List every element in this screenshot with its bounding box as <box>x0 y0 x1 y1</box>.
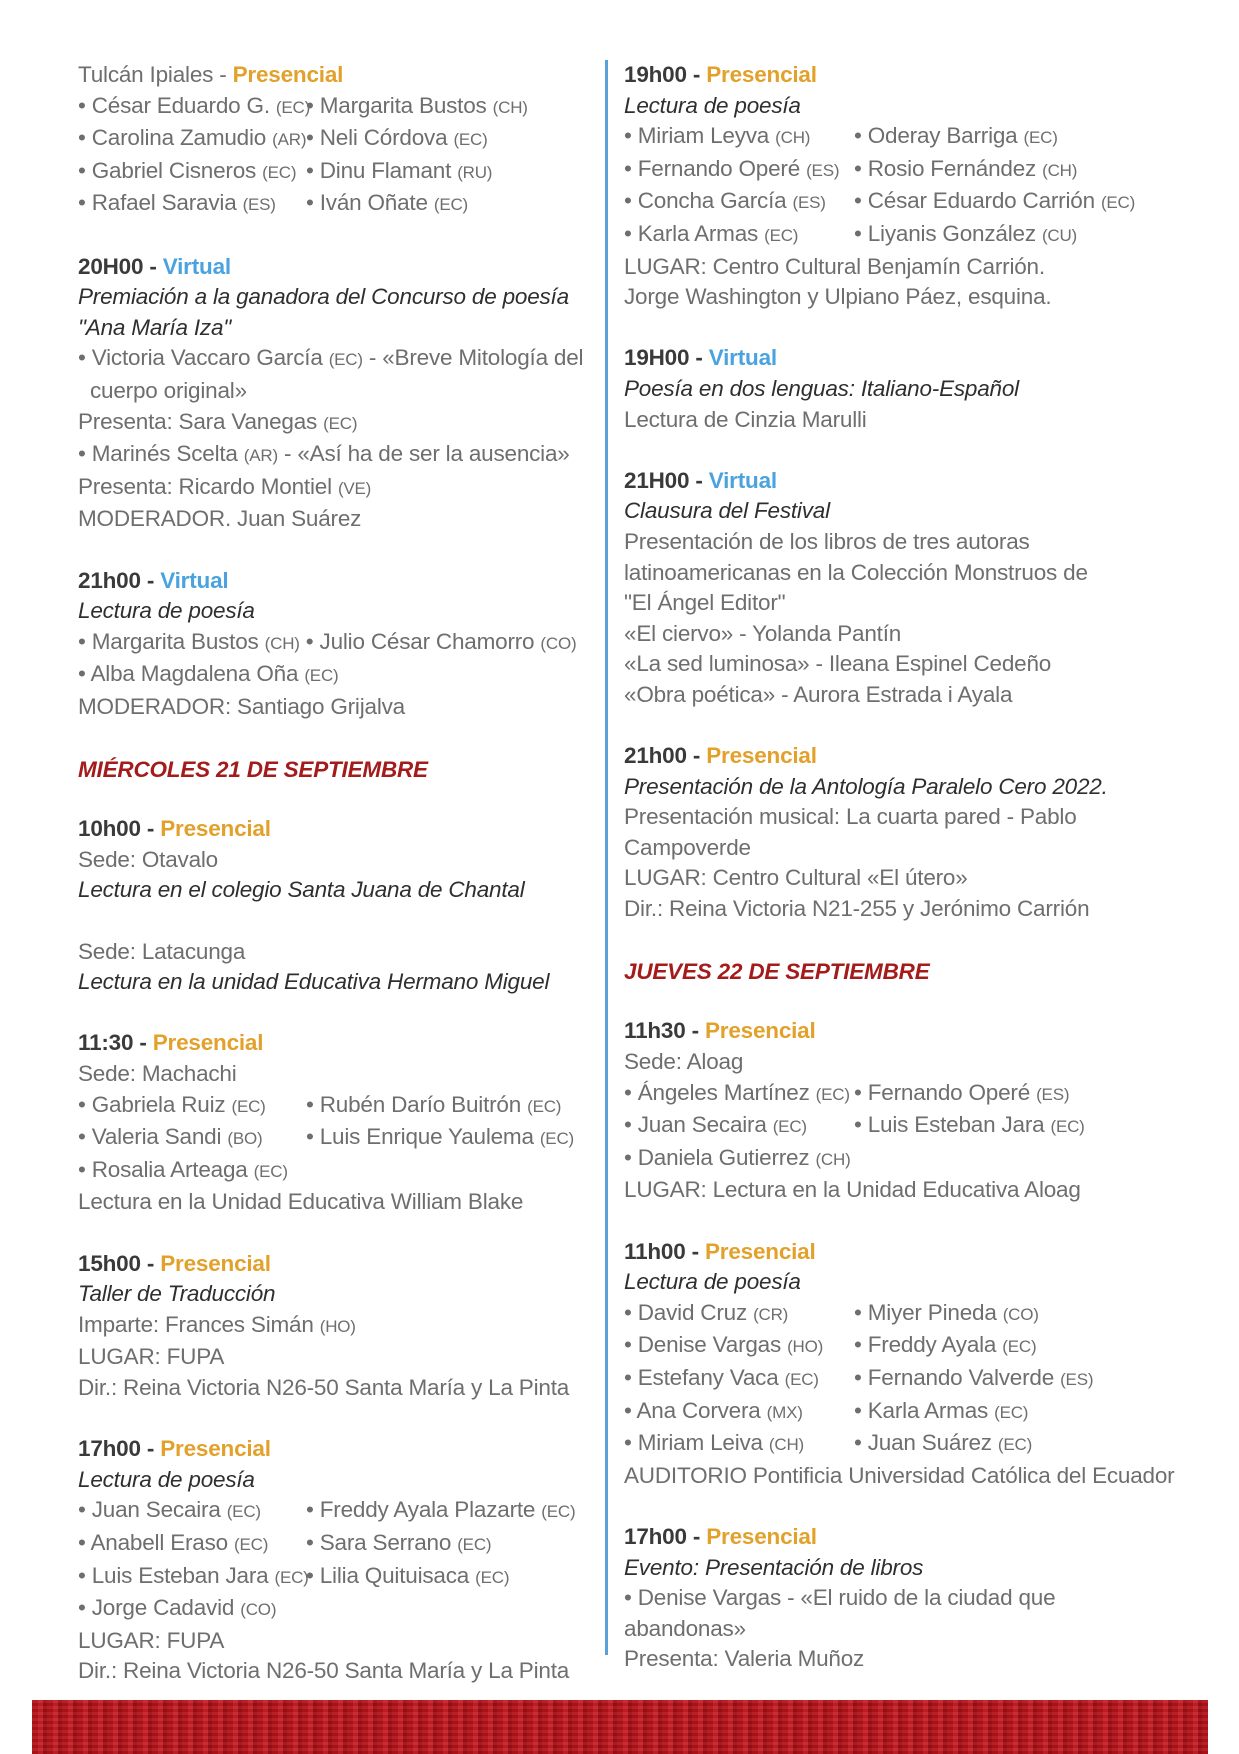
country-code: (EC) <box>234 1534 269 1554</box>
participant <box>854 1110 1085 1143</box>
event-header: 17h00 - Presencial <box>624 1523 817 1549</box>
participant-name: • Juan Secaira <box>78 1497 227 1523</box>
event-location: LUGAR: FUPA <box>78 1627 225 1653</box>
participant-name: • Fernando Operé <box>854 1079 1037 1105</box>
mode-badge-presencial: Presencial <box>152 1030 264 1056</box>
participant-row <box>624 1363 1164 1396</box>
venue: Sede: Otavalo <box>78 846 218 872</box>
event-time: 21h00 <box>624 743 687 769</box>
participant-name: • Rosio Fernández <box>854 155 1043 181</box>
country-code: (CH) <box>492 97 528 117</box>
participant-name: • Rosalia Arteaga <box>78 1156 254 1182</box>
book-entry: «Obra poética» - Aurora Estrada i Ayala <box>624 681 1013 707</box>
participant-name: • Valeria Sandi <box>78 1124 228 1150</box>
participant-name: • Ángeles Martínez <box>624 1079 816 1105</box>
decorative-red-band <box>32 1700 1208 1754</box>
country-code: (BO) <box>227 1129 263 1149</box>
event-time: 21H00 <box>624 467 690 493</box>
participant-row <box>624 186 1164 219</box>
event-header: 21H00 - Virtual <box>624 467 777 493</box>
participant-name: • Luis Enrique Yaulema <box>306 1124 540 1150</box>
participant <box>624 1428 854 1461</box>
mode-badge-presencial: Presencial <box>160 816 271 842</box>
participant-row <box>624 219 1164 252</box>
participant <box>78 91 311 124</box>
participant-name: • David Cruz <box>624 1299 754 1325</box>
participant-name: • Estefany Vaca <box>624 1364 785 1390</box>
event-description: latinoamericanas en la Colección Monstruos de <box>624 559 1088 585</box>
country-code: (EC) <box>815 1084 850 1104</box>
participant-row <box>78 1495 578 1528</box>
participant <box>306 123 488 156</box>
participant-name: • Fernando Operé <box>624 155 807 181</box>
country-code: (EC) <box>457 1534 492 1554</box>
venue: Sede: Aloag <box>624 1049 744 1074</box>
participant-row <box>78 1155 578 1188</box>
participant <box>78 1528 306 1561</box>
country-code: (CH) <box>775 128 811 148</box>
participant-name: • Anabell Eraso <box>78 1529 235 1555</box>
participant <box>624 121 854 154</box>
participant-row <box>624 1330 1164 1363</box>
event-title: Lectura en la unidad Educativa Hermano Miguel <box>78 969 550 995</box>
country-code: (EC) <box>231 1096 266 1116</box>
participant <box>306 1528 491 1561</box>
mode-badge-presencial: Presencial <box>160 1250 271 1276</box>
venue: Sede: Machachi <box>78 1061 237 1086</box>
participant-row <box>624 1078 1164 1111</box>
participant-row <box>624 1396 1164 1429</box>
participant-name: • Concha García <box>624 188 793 214</box>
participant-name: • Carolina Zamudio <box>78 125 273 151</box>
participant <box>854 154 1077 187</box>
event-time: 19H00 <box>624 345 690 371</box>
participant-row: • Alba Magdalena Oña (EC) <box>78 661 339 687</box>
day-heading: MIÉRCOLES 21 DE SEPTIEMBRE <box>78 757 428 783</box>
participant <box>78 188 306 221</box>
participant-row <box>624 121 1164 154</box>
event-time: 17h00 <box>78 1436 141 1462</box>
venue: Sede: Latacunga <box>78 938 246 964</box>
country-code: (EC) <box>323 413 358 433</box>
participant <box>78 1090 306 1123</box>
column-divider <box>605 60 608 1655</box>
participant-name: • Oderay Barriga <box>854 123 1024 149</box>
event-time: 19h00 <box>624 62 687 87</box>
event-title: Lectura de poesía <box>624 1269 801 1295</box>
event-header: 11h30 - Presencial <box>624 1018 816 1044</box>
participant <box>624 1143 854 1176</box>
country-code: (AR) <box>272 130 307 150</box>
participant <box>854 186 1135 219</box>
event-location: LUGAR: Centro Cultural «El útero» <box>624 865 968 891</box>
work-title: cuerpo original» <box>90 377 247 403</box>
country-code: (EC) <box>997 1435 1033 1455</box>
instructor: Imparte: Frances Simán (HO) <box>78 1311 356 1337</box>
event-time: 20H00 <box>78 253 144 279</box>
event-description: Presentación de los libros de tres autoras <box>624 528 1030 554</box>
country-code: (EC) <box>274 1567 309 1587</box>
participant-name: • Jorge Cadavid <box>78 1595 241 1621</box>
presenter: Presenta: Valeria Muñoz <box>624 1646 865 1672</box>
event-title: Lectura de poesía <box>624 92 801 118</box>
country-code: (EC) <box>226 1502 261 1522</box>
mode-badge-virtual: Virtual <box>708 345 777 371</box>
participant-row <box>78 1528 578 1561</box>
event-time: 11h00 <box>624 1238 686 1264</box>
event-time: 11:30 <box>78 1030 134 1056</box>
participant-name: • Neli Córdova <box>306 125 454 151</box>
event-header: 11h00 - Presencial <box>624 1238 816 1264</box>
participant <box>306 1561 509 1594</box>
participant-name: • César Eduardo Carrión <box>854 188 1101 214</box>
participant-row <box>624 1143 1164 1176</box>
event-address: Dir.: Reina Victoria N21-255 y Jerónimo Carrión <box>624 896 1090 922</box>
participant-row <box>624 1110 1164 1143</box>
participant-row <box>78 91 578 124</box>
participant <box>306 1495 575 1528</box>
event-location: LUGAR: Centro Cultural Benjamín Carrión. <box>624 253 1045 279</box>
event-title: "Ana María Iza" <box>78 314 232 340</box>
country-code: (CR) <box>753 1304 789 1324</box>
event-title: Premiación a la ganadora del Concurso de poesía <box>78 284 569 310</box>
participant <box>306 1090 561 1123</box>
participant-name: • Karla Armas <box>854 1397 995 1423</box>
mode-badge-virtual: Virtual <box>708 467 777 493</box>
participant-name: • Freddy Ayala <box>854 1332 1003 1358</box>
right-column <box>624 60 1175 1675</box>
participant <box>78 1593 306 1626</box>
presenter: Presenta: Ricardo Montiel (VE) <box>78 473 372 499</box>
country-code: (CH) <box>768 1435 804 1455</box>
event-title: Taller de Traducción <box>78 1281 276 1307</box>
participant <box>624 1396 854 1429</box>
participant-name: • Karla Armas <box>624 220 765 246</box>
country-code: (EC) <box>275 97 311 117</box>
event-title: Lectura de poesía <box>78 1466 255 1492</box>
participant-row <box>78 1090 578 1123</box>
participant <box>78 1155 306 1188</box>
participant-row <box>78 156 578 189</box>
participant-name: • Miriam Leiva <box>624 1430 769 1456</box>
event-title: Lectura de poesía <box>78 598 255 624</box>
event-time: 15h00 <box>78 1250 141 1276</box>
event-header: 21h00 - Presencial <box>624 743 817 769</box>
country-code: (EC) <box>253 1161 288 1181</box>
participant: • Marinés Scelta (AR) - «Así ha de ser la ausencia» <box>78 441 570 467</box>
participant <box>854 219 1077 252</box>
participant-name: • Iván Oñate <box>306 190 434 216</box>
country-code: (ES) <box>792 193 826 213</box>
participant-list <box>624 121 1164 251</box>
participant-row: • Margarita Bustos (CH) • Julio César Chamorro (CO) <box>78 628 577 654</box>
event-time: 11h30 <box>624 1018 686 1044</box>
book-entry: «El ciervo» - Yolanda Pantín <box>624 620 902 646</box>
country-code: (EC) <box>539 1129 574 1149</box>
country-code: (CO) <box>540 633 577 653</box>
event-address: Dir.: Reina Victoria N26-50 Santa María y La Pinta <box>78 1374 570 1400</box>
participant-list <box>78 1090 578 1188</box>
event-header: 19h00 - Presencial <box>624 62 817 87</box>
country-code: (ES) <box>242 195 276 215</box>
country-code: (MX) <box>766 1402 803 1422</box>
event-description: Campoverde <box>624 834 751 860</box>
mode-badge-virtual: Virtual <box>160 567 229 593</box>
country-code: (EC) <box>1100 193 1136 213</box>
event-location: LUGAR: Lectura en la Unidad Educativa Aloag <box>624 1177 1081 1203</box>
moderator: MODERADOR. Juan Suárez <box>78 506 362 532</box>
event-address: Dir.: Reina Victoria N26-50 Santa María y La Pinta <box>78 1658 570 1684</box>
country-code: (CU) <box>1041 225 1078 245</box>
participant: • Victoria Vaccaro García (EC) - «Breve Mitología del <box>78 345 584 371</box>
event-header: 17h00 - Presencial <box>78 1436 271 1462</box>
participant: • Denise Vargas - «El ruido de la ciudad que <box>624 1585 1056 1611</box>
country-code: (EC) <box>433 195 468 215</box>
participant <box>78 123 306 156</box>
participant <box>854 1298 1039 1331</box>
event-time: 17h00 <box>624 1523 687 1549</box>
mode-badge-virtual: Virtual <box>162 253 231 279</box>
country-code: (ES) <box>1060 1369 1094 1389</box>
participant-name: • Rubén Darío Buitrón <box>306 1091 528 1117</box>
participant <box>854 1428 1032 1461</box>
country-code: (HO) <box>319 1316 356 1336</box>
participant-name: • Juan Secaira <box>624 1112 773 1138</box>
country-code: (EC) <box>772 1117 807 1137</box>
participant <box>306 156 492 189</box>
participant-row <box>78 123 578 156</box>
participant <box>624 1363 854 1396</box>
participant <box>306 91 528 124</box>
mode-badge-presencial: Presencial <box>706 743 817 769</box>
participant-row <box>624 154 1164 187</box>
mode-badge-presencial: Presencial <box>160 1436 271 1462</box>
event-location: LUGAR: FUPA <box>78 1344 225 1370</box>
country-code: (EC) <box>541 1502 576 1522</box>
mode-badge-presencial: Presencial <box>704 1238 816 1264</box>
country-code: (VE) <box>337 478 372 498</box>
work-title: abandonas» <box>624 1615 746 1641</box>
country-code: (EC) <box>784 1369 819 1389</box>
event-description: "El Ángel Editor" <box>624 590 786 616</box>
country-code: (EC) <box>262 162 297 182</box>
event-header: 15h00 - Presencial <box>78 1250 271 1276</box>
participant <box>78 1561 309 1594</box>
participant-list <box>78 91 578 221</box>
event-header: 21h00 - Virtual <box>78 567 229 593</box>
country-code: (ES) <box>806 160 840 180</box>
book-entry: «La sed luminosa» - Ileana Espinel Cedeño <box>624 651 1052 677</box>
event-header: Tulcán Ipiales - Presencial <box>78 62 344 87</box>
participant-name: • Miriam Leyva <box>624 123 776 149</box>
participant-list <box>624 1078 1164 1176</box>
event-header: 10h00 - Presencial <box>78 816 271 842</box>
event-time: 10h00 <box>78 816 141 842</box>
event-place: Tulcán Ipiales <box>78 62 214 87</box>
moderator: MODERADOR: Santiago Grijalva <box>78 693 406 719</box>
country-code: (EC) <box>453 130 488 150</box>
participant <box>78 156 306 189</box>
participant-row <box>78 1122 578 1155</box>
country-code: (EC) <box>328 350 363 370</box>
participant-name: • Dinu Flamant <box>306 157 458 183</box>
mode-badge-presencial: Presencial <box>706 1523 817 1549</box>
participant-name: • Juan Suárez <box>854 1430 998 1456</box>
participant-name: • Liyanis González <box>854 220 1042 246</box>
participant-row <box>78 1593 578 1626</box>
country-code: (CH) <box>264 633 300 653</box>
country-code: (CO) <box>1002 1304 1039 1324</box>
participant-name: • Gabriela Ruiz <box>78 1091 232 1117</box>
participant <box>624 1330 854 1363</box>
event-title: Evento: Presentación de libros <box>624 1554 924 1580</box>
country-code: (ES) <box>1036 1084 1070 1104</box>
participant <box>624 1078 854 1111</box>
left-column <box>78 60 584 1687</box>
event-title: Poesía en dos lenguas: Italiano-Español <box>624 375 1019 401</box>
mode-badge-presencial: Presencial <box>232 62 344 87</box>
event-address: Jorge Washington y Ulpiano Páez, esquina. <box>624 284 1052 310</box>
event-time: 21h00 <box>78 567 141 593</box>
event-location: AUDITORIO Pontificia Universidad Católica del Ecuador <box>624 1462 1175 1488</box>
participant <box>78 1495 306 1528</box>
country-code: (EC) <box>1023 128 1058 148</box>
country-code: (CH) <box>1042 160 1078 180</box>
participant <box>624 1110 854 1143</box>
participant-name: • Lilia Quituisaca <box>306 1562 476 1588</box>
participant <box>306 1122 574 1155</box>
event-title: Clausura del Festival <box>624 498 830 524</box>
country-code: (HO) <box>787 1337 824 1357</box>
event-description: Presentación musical: La cuarta pared - Pablo <box>624 804 1077 830</box>
event-header: 11:30 - Presencial <box>78 1030 264 1056</box>
participant-row <box>624 1298 1164 1331</box>
participant-name: • Daniela Gutierrez <box>624 1144 816 1170</box>
participant <box>854 1363 1093 1396</box>
participant <box>306 188 468 221</box>
country-code: (AR) <box>243 446 278 466</box>
participant-name: • Rafael Saravia <box>78 190 243 216</box>
country-code: (EC) <box>764 225 799 245</box>
participant <box>624 154 854 187</box>
participant-name: • Ana Corvera <box>624 1397 767 1423</box>
country-code: (EC) <box>994 1402 1029 1422</box>
participant-name: • Margarita Bustos <box>306 92 493 118</box>
participant <box>854 1330 1036 1363</box>
presenter: Presenta: Sara Vanegas (EC) <box>78 408 358 434</box>
participant-row <box>624 1428 1164 1461</box>
participant <box>624 219 854 252</box>
country-code: (EC) <box>527 1096 562 1116</box>
participant-name: • Freddy Ayala Plazarte <box>306 1497 542 1523</box>
participant-row <box>78 1561 578 1594</box>
participant <box>854 1078 1069 1111</box>
country-code: (EC) <box>475 1567 510 1587</box>
participant <box>624 1298 854 1331</box>
participant <box>854 1396 1028 1429</box>
participant-name: • Luis Esteban Jara <box>78 1562 275 1588</box>
day-heading: JUEVES 22 DE SEPTIEMBRE <box>624 959 930 985</box>
participant-name: • Fernando Valverde <box>854 1364 1061 1390</box>
participant-name: • Sara Serrano <box>306 1529 458 1555</box>
event-title: Presentación de la Antología Paralelo Cero 2022. <box>624 773 1108 799</box>
participant-name: • César Eduardo G. <box>78 92 276 118</box>
participant-name: • Luis Esteban Jara <box>854 1112 1051 1138</box>
country-code: (EC) <box>1050 1117 1085 1137</box>
participant-name: • Miyer Pineda <box>854 1299 1003 1325</box>
country-code: (RU) <box>457 162 493 182</box>
participant <box>78 1122 306 1155</box>
participant-row <box>78 188 578 221</box>
participant <box>854 121 1058 154</box>
event-title: Lectura en el colegio Santa Juana de Chantal <box>78 877 525 903</box>
event-header: 20H00 - Virtual <box>78 253 231 279</box>
country-code: (CO) <box>240 1600 277 1620</box>
participant-name: • Gabriel Cisneros <box>78 157 263 183</box>
participant-list <box>78 1495 578 1625</box>
mode-badge-presencial: Presencial <box>706 62 817 87</box>
event-note: Lectura en la Unidad Educativa William Blake <box>78 1189 524 1215</box>
event-description: Lectura de Cinzia Marulli <box>624 406 867 432</box>
participant-list <box>624 1298 1164 1461</box>
participant-name: • Denise Vargas <box>624 1332 788 1358</box>
mode-badge-presencial: Presencial <box>704 1018 816 1044</box>
country-code: (EC) <box>1002 1337 1037 1357</box>
event-header: 19H00 - Virtual <box>624 345 777 371</box>
country-code: (CH) <box>815 1149 851 1169</box>
country-code: (EC) <box>304 666 339 686</box>
participant <box>624 186 854 219</box>
